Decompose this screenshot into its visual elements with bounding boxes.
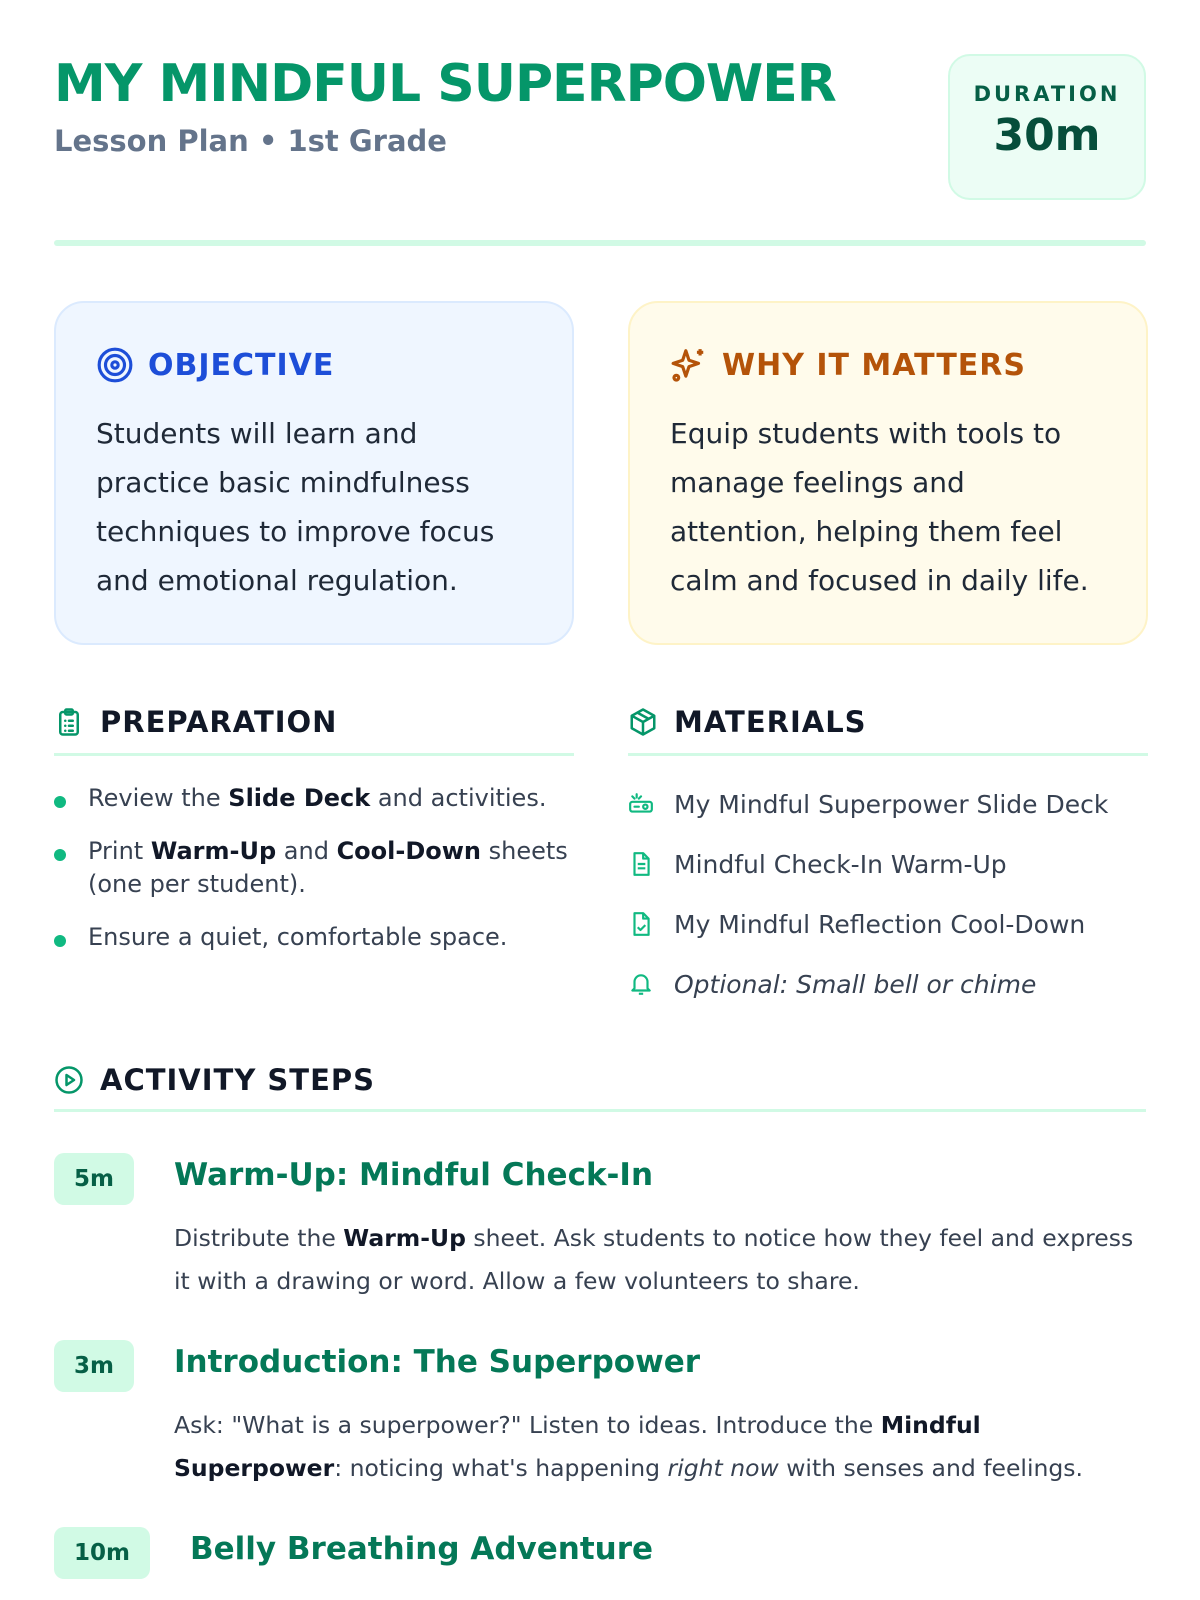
material-label: My Mindful Reflection Cool-Down	[674, 909, 1086, 939]
step-title: Warm-Up: Mindful Check-In	[174, 1157, 654, 1193]
prep-text: Ensure a quiet, comfortable space.	[88, 923, 508, 951]
why-title: WHY IT MATTERS	[722, 347, 1026, 383]
activity-step	[54, 1527, 1146, 1600]
bullet-icon	[54, 935, 66, 947]
play-circle-icon	[54, 1065, 84, 1095]
material-label: My Mindful Superpower Slide Deck	[674, 789, 1109, 819]
materials-header	[628, 702, 867, 742]
step-italic: right now	[667, 1454, 779, 1482]
prep-text: Print	[88, 837, 151, 865]
bullet-icon	[54, 849, 66, 861]
list-item	[628, 846, 1148, 882]
list-item	[54, 921, 574, 954]
preparation-list	[54, 782, 574, 974]
step-duration-badge: 5m	[54, 1153, 134, 1205]
prep-text: and activities.	[370, 784, 547, 812]
activity-divider	[54, 1109, 1146, 1112]
activity-step	[54, 1153, 1146, 1313]
step-text: Ask: "What is a superpower?" Listen to ideas. Introduce the	[174, 1411, 881, 1439]
document-check-icon	[628, 911, 654, 937]
document-icon	[628, 851, 654, 877]
bell-icon	[628, 971, 654, 997]
duration-badge	[948, 54, 1146, 200]
step-text: sheet. Ask students to notice how they feel and express it with a drawing or word. Allow a few volunteers to share.	[174, 1224, 1134, 1295]
material-label: Mindful Check-In Warm-Up	[674, 849, 1007, 879]
projector-icon	[628, 791, 654, 817]
objective-title: OBJECTIVE	[148, 347, 335, 383]
why-text: Equip students with tools to manage feelings and attention, helping them feel calm and focused in daily life.	[670, 417, 1089, 597]
step-duration-badge: 10m	[54, 1527, 150, 1579]
step-text: with senses and feelings.	[778, 1454, 1083, 1482]
bullet-icon	[54, 796, 66, 808]
list-item	[54, 835, 574, 901]
header	[54, 52, 1146, 202]
list-item	[628, 966, 1148, 1002]
material-label: Optional: Small bell or chime	[674, 969, 1037, 999]
materials-list	[628, 786, 1148, 1026]
objective-text: Students will learn and practice basic mindfulness techniques to improve focus and emotional regulation.	[96, 417, 495, 597]
prep-text: sheets (one per student).	[88, 837, 568, 898]
page-title: MY MINDFUL SUPERPOWER	[54, 54, 836, 114]
prep-bold: Warm-Up	[150, 837, 277, 865]
prep-bold: Cool-Down	[336, 837, 482, 865]
materials-divider	[628, 753, 1148, 756]
preparation-divider	[54, 753, 574, 756]
list-item	[628, 906, 1148, 942]
sparkles-icon	[670, 346, 708, 384]
prep-text: Review the	[88, 784, 229, 812]
step-description	[174, 1404, 1146, 1490]
materials-title: MATERIALS	[674, 705, 867, 739]
list-item	[628, 786, 1148, 822]
activity-step	[54, 1340, 1146, 1500]
step-description	[174, 1217, 1146, 1303]
step-bold: Warm-Up	[343, 1224, 466, 1252]
step-duration-badge: 3m	[54, 1340, 134, 1392]
header-divider	[54, 240, 1146, 246]
step-title: Belly Breathing Adventure	[190, 1531, 654, 1567]
preparation-title: PREPARATION	[100, 705, 338, 739]
activity-steps-title: ACTIVITY STEPS	[100, 1063, 376, 1097]
package-icon	[628, 707, 658, 737]
prep-text: and	[276, 837, 337, 865]
duration-label: DURATION	[973, 82, 1121, 106]
why-it-matters-card	[628, 301, 1148, 645]
step-text: : noticing what's happening	[334, 1454, 668, 1482]
page-subtitle: Lesson Plan • 1st Grade	[54, 124, 447, 158]
clipboard-icon	[54, 707, 84, 737]
step-title: Introduction: The Superpower	[174, 1344, 701, 1380]
objective-card	[54, 301, 574, 645]
target-icon	[96, 346, 134, 384]
step-text: Distribute the	[174, 1224, 344, 1252]
preparation-header	[54, 702, 337, 742]
list-item	[54, 782, 574, 815]
duration-value: 30m	[993, 110, 1101, 161]
step-bold: Mindful Superpower	[174, 1411, 981, 1482]
activity-steps-header	[54, 1060, 375, 1100]
prep-bold: Slide Deck	[228, 784, 371, 812]
